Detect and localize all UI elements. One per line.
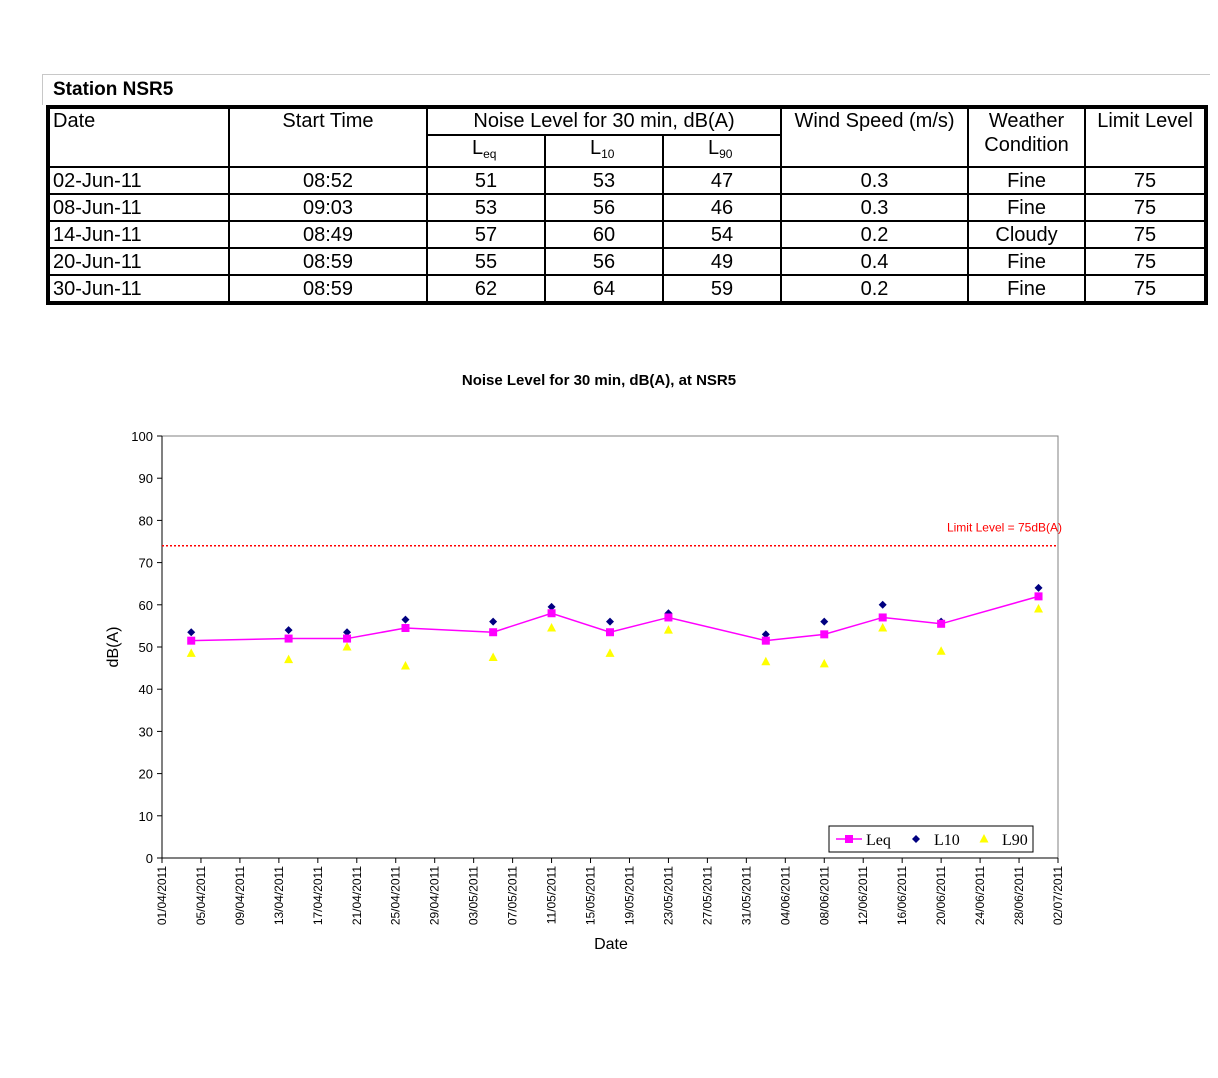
- header-start-time: Start Time: [229, 107, 427, 167]
- cell-leq: 55: [427, 248, 545, 275]
- legend-label-l10: L10: [934, 832, 960, 849]
- cell-l90: 49: [663, 248, 781, 275]
- header-leq-sub: eq: [483, 147, 497, 161]
- x-tick-label: 02/07/2011: [1051, 866, 1065, 926]
- point-l10: [187, 628, 195, 636]
- point-l90: [937, 646, 946, 655]
- cell-wind: 0.2: [781, 275, 968, 303]
- x-tick-label: 12/06/2011: [856, 866, 871, 926]
- y-axis-label: dB(A): [105, 626, 122, 668]
- cell-weather: Fine: [968, 248, 1085, 275]
- point-leq: [937, 620, 945, 628]
- cell-start-time: 09:03: [229, 194, 427, 221]
- x-tick-label: 17/04/2011: [310, 866, 325, 926]
- cell-start-time: 08:49: [229, 221, 427, 248]
- cell-date: 08-Jun-11: [48, 194, 229, 221]
- noise-table: [46, 105, 1208, 305]
- header-l90-sub: 90: [719, 147, 733, 161]
- y-tick-label: 0: [145, 851, 153, 866]
- cell-l90: 54: [663, 221, 781, 248]
- cell-limit: 75: [1085, 221, 1206, 248]
- x-tick-label: 31/05/2011: [739, 866, 754, 926]
- point-l90: [664, 625, 673, 634]
- point-l90: [761, 657, 770, 666]
- point-l90: [1034, 604, 1043, 613]
- header-date: Date: [48, 107, 229, 167]
- point-leq: [606, 628, 614, 636]
- cell-weather: Fine: [968, 275, 1085, 303]
- point-leq: [285, 635, 293, 643]
- cell-limit: 75: [1085, 194, 1206, 221]
- cell-l10: 53: [545, 167, 663, 194]
- x-tick-label: 05/04/2011: [193, 866, 208, 926]
- cell-weather: Fine: [968, 194, 1085, 221]
- x-tick-label: 13/04/2011: [271, 866, 286, 926]
- header-noise-level: Noise Level for 30 min, dB(A): [427, 107, 781, 135]
- point-l10: [879, 601, 887, 609]
- table-row: [48, 221, 1206, 248]
- point-l90: [284, 655, 293, 664]
- header-limit-level: Limit Level: [1085, 107, 1206, 167]
- y-tick-label: 20: [138, 766, 153, 782]
- cell-weather: Cloudy: [968, 221, 1085, 248]
- point-leq: [762, 637, 770, 645]
- x-tick-label: 21/04/2011: [349, 866, 364, 926]
- series-line-leq: [191, 596, 1038, 640]
- station-table-block: [42, 74, 1210, 305]
- point-leq: [820, 630, 828, 638]
- point-l10: [489, 618, 497, 626]
- plot-area: [162, 436, 1058, 858]
- point-l90: [187, 648, 196, 657]
- point-leq: [187, 637, 195, 645]
- cell-date: 20-Jun-11: [48, 248, 229, 275]
- cell-limit: 75: [1085, 275, 1206, 303]
- x-tick-label: 04/06/2011: [778, 866, 793, 926]
- y-tick-label: 30: [138, 724, 153, 740]
- x-tick-label: 23/05/2011: [661, 866, 676, 926]
- cell-start-time: 08:52: [229, 167, 427, 194]
- x-tick-label: 28/06/2011: [1012, 866, 1027, 926]
- x-tick-label: 16/06/2011: [895, 866, 910, 926]
- cell-date: 02-Jun-11: [48, 167, 229, 194]
- cell-date: 30-Jun-11: [48, 275, 229, 303]
- header-weather: Weather Condition: [968, 107, 1085, 167]
- point-leq: [343, 635, 351, 643]
- legend-label-leq: Leq: [866, 832, 891, 849]
- noise-chart: [0, 360, 1218, 980]
- header-l90-base: L: [708, 137, 720, 159]
- cell-limit: 75: [1085, 167, 1206, 194]
- cell-wind: 0.4: [781, 248, 968, 275]
- station-title: Station NSR5: [42, 74, 1210, 105]
- cell-wind: 0.2: [781, 221, 968, 248]
- cell-wind: 0.3: [781, 194, 968, 221]
- header-l10-base: L: [590, 137, 602, 159]
- y-tick-label: 90: [138, 471, 153, 487]
- point-l90: [820, 659, 829, 668]
- header-leq-base: L: [472, 137, 484, 159]
- chart-title: Noise Level for 30 min, dB(A), at NSR5: [461, 372, 737, 389]
- cell-limit: 75: [1085, 248, 1206, 275]
- limit-line-label: Limit Level = 75dB(A): [946, 520, 1062, 535]
- x-axis-label: Date: [594, 936, 628, 953]
- cell-leq: 53: [427, 194, 545, 221]
- legend-label-l90: L90: [1002, 832, 1028, 849]
- x-tick-label: 09/04/2011: [232, 866, 247, 926]
- point-l90: [401, 661, 410, 670]
- cell-date: 14-Jun-11: [48, 221, 229, 248]
- x-tick-label: 03/05/2011: [466, 866, 481, 926]
- x-tick-label: 07/05/2011: [505, 866, 520, 926]
- cell-l10: 64: [545, 275, 663, 303]
- cell-leq: 62: [427, 275, 545, 303]
- x-tick-label: 08/06/2011: [817, 866, 832, 926]
- x-tick-label: 15/05/2011: [583, 866, 598, 926]
- x-tick-label: 01/04/2011: [155, 866, 169, 926]
- cell-leq: 51: [427, 167, 545, 194]
- y-tick-label: 80: [138, 513, 153, 529]
- x-tick-label: 27/05/2011: [700, 866, 715, 926]
- header-l10: [545, 135, 663, 167]
- y-tick-label: 50: [138, 640, 153, 655]
- cell-weather: Fine: [968, 167, 1085, 194]
- point-l10: [606, 618, 614, 626]
- x-tick-label: 29/04/2011: [427, 866, 442, 926]
- cell-l10: 56: [545, 248, 663, 275]
- legend-marker-leq: [845, 835, 853, 843]
- point-l90: [878, 623, 887, 632]
- point-leq: [664, 613, 672, 621]
- x-tick-label: 19/05/2011: [622, 866, 637, 926]
- cell-l10: 56: [545, 194, 663, 221]
- point-l10: [1035, 584, 1043, 592]
- point-l10: [820, 618, 828, 626]
- cell-l90: 46: [663, 194, 781, 221]
- cell-l10: 60: [545, 221, 663, 248]
- point-l90: [547, 623, 556, 632]
- point-leq: [1035, 592, 1043, 600]
- table-row: [48, 275, 1206, 303]
- point-l90: [606, 648, 615, 657]
- table-row: [48, 167, 1206, 194]
- point-l10: [285, 626, 293, 634]
- cell-leq: 57: [427, 221, 545, 248]
- point-l10: [401, 616, 409, 624]
- point-l90: [343, 642, 352, 651]
- x-tick-label: 11/05/2011: [544, 866, 559, 925]
- x-tick-label: 25/04/2011: [388, 866, 403, 926]
- y-tick-label: 40: [138, 682, 153, 698]
- cell-wind: 0.3: [781, 167, 968, 194]
- header-l10-sub: 10: [601, 147, 615, 161]
- y-tick-label: 100: [131, 429, 153, 444]
- cell-start-time: 08:59: [229, 248, 427, 275]
- x-tick-label: 24/06/2011: [973, 865, 988, 926]
- cell-l90: 59: [663, 275, 781, 303]
- point-leq: [401, 624, 409, 632]
- point-leq: [489, 628, 497, 636]
- point-l90: [489, 653, 498, 662]
- table-row: [48, 194, 1206, 221]
- table-row: [48, 248, 1206, 275]
- y-tick-label: 70: [138, 555, 153, 571]
- y-tick-label: 60: [138, 597, 153, 613]
- point-leq: [548, 609, 556, 617]
- point-leq: [879, 613, 887, 621]
- x-tick-label: 20/06/2011: [934, 866, 949, 926]
- header-leq: [427, 135, 545, 167]
- header-l90: [663, 135, 781, 167]
- y-tick-label: 10: [138, 808, 153, 824]
- cell-l90: 47: [663, 167, 781, 194]
- header-wind-speed: Wind Speed (m/s): [781, 107, 968, 167]
- cell-start-time: 08:59: [229, 275, 427, 303]
